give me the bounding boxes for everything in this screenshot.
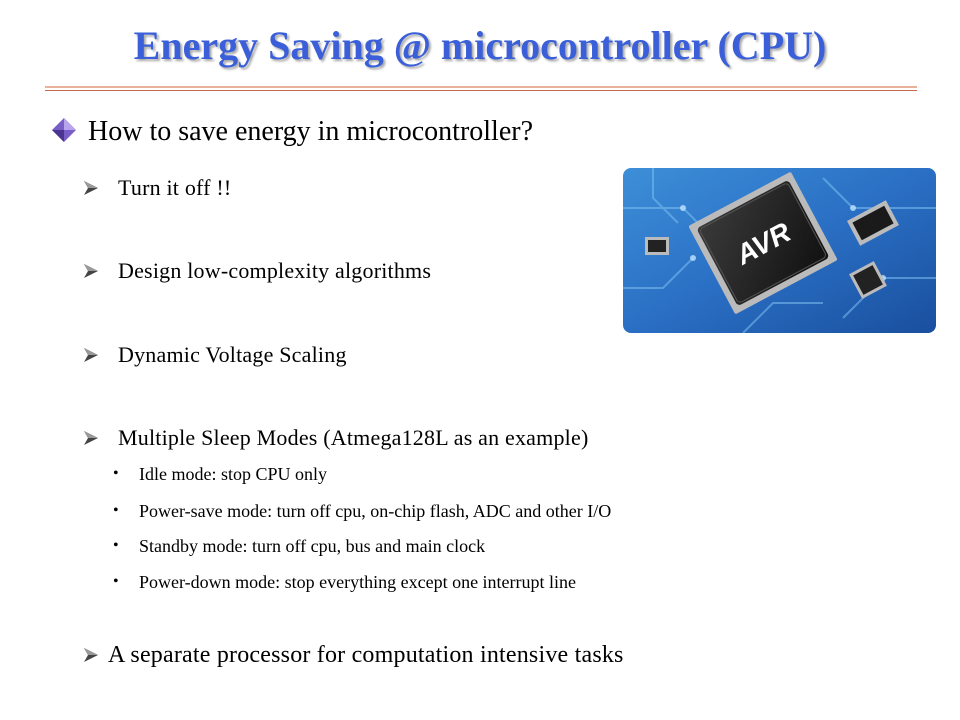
list-item — [78, 638, 624, 672]
dot-bullet: • — [113, 537, 119, 554]
title-divider-thin — [45, 90, 917, 91]
slide-title: Energy Saving @ microcontroller (CPU) — [133, 23, 827, 68]
list-item — [78, 338, 347, 372]
sleep-mode-text: Standby mode: turn off cpu, bus and main clock — [139, 535, 486, 556]
avr-chip-image — [623, 168, 936, 333]
item-text: Turn it off !! — [118, 175, 232, 200]
arrow-bullet-icon — [78, 338, 106, 372]
arrow-bullet-icon — [78, 171, 106, 205]
arrow-bullet-icon — [78, 254, 106, 288]
title-divider — [45, 86, 917, 88]
list-item — [78, 171, 231, 205]
item-text: Design low-complexity algorithms — [118, 258, 432, 283]
dot-bullet: • — [113, 465, 119, 482]
arrow-bullet-icon — [78, 638, 106, 672]
sleep-mode-text: Power-down mode: stop everything except one interrupt line — [139, 571, 577, 592]
chip-label: AVR — [730, 216, 796, 271]
arrow-bullet-icon — [78, 421, 106, 455]
sleep-mode-item — [113, 568, 576, 596]
sleep-mode-item — [113, 532, 485, 560]
item-text: Multiple Sleep Modes (Atmega128L as an example) — [118, 425, 589, 450]
sleep-mode-item — [113, 460, 327, 488]
item-text: A separate processor for computation intensive tasks — [108, 641, 624, 668]
sleep-mode-text: Power-save mode: turn off cpu, on-chip flash, ADC and other I/O — [139, 500, 612, 521]
list-item — [78, 254, 431, 288]
dot-bullet: • — [113, 502, 119, 519]
question-bullet — [50, 110, 533, 154]
sleep-mode-item — [113, 497, 611, 525]
item-text: Dynamic Voltage Scaling — [118, 342, 347, 367]
question-text: How to save energy in microcontroller? — [88, 116, 534, 147]
diamond-bullet-icon — [50, 110, 82, 154]
sleep-mode-text: Idle mode: stop CPU only — [139, 463, 327, 484]
list-item — [78, 421, 588, 455]
dot-bullet: • — [113, 573, 119, 590]
